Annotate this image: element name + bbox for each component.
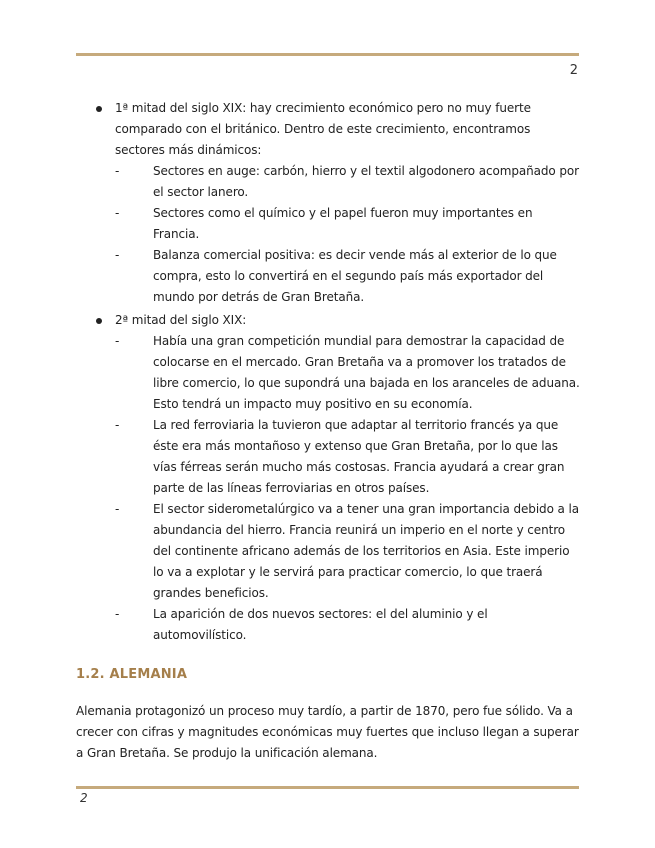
sub-item-text: Balanza comercial positiva: es decir vende más al exterior de lo que compra, esto lo convertirá en el segundo país más exportador del mundo por detrás de Gran Bretaña. — [153, 248, 557, 304]
section-title-alemania: 1.2. ALEMANIA — [76, 667, 188, 682]
sub-item — [115, 499, 581, 604]
dash-marker: - — [115, 502, 120, 516]
dash-marker: - — [115, 206, 120, 220]
bullet-second-half-19th-century — [96, 310, 581, 331]
sub-item — [115, 161, 581, 203]
sub-item — [115, 331, 581, 415]
page-number-top: 2 — [569, 63, 578, 78]
paragraph-alemania: Alemania protagonizó un proceso muy tardío, a partir de 1870, pero fue sólido. Va a crecer con cifras y magnitudes económicas muy fuertes que incluso llegan a superar a Gran Bretaña. Se produjo la unificación alemana. — [76, 704, 579, 760]
sub-item-text: Había una gran competición mundial para demostrar la capacidad de colocarse en el mercado. Gran Bretaña va a promover los tratados de libre comercio, lo que supondrá una bajada en los aranceles de aduana. Esto tendrá un impacto muy positivo en su economía. — [153, 334, 580, 411]
sub-item-text: La red ferroviaria la tuvieron que adaptar al territorio francés ya que éste era más montañoso y extenso que Gran Bretaña, por lo que las vías férreas serán mucho más costosas. Francia ayudará a crear gran parte de las líneas ferroviarias en otros países. — [153, 418, 565, 495]
bullet-first-half-19th-century — [96, 98, 581, 161]
bullet-block-second-half — [96, 310, 581, 646]
sub-list-first-half — [96, 161, 581, 308]
sub-item — [115, 415, 581, 499]
dash-marker: - — [115, 607, 120, 621]
sub-item — [115, 245, 581, 308]
footer-rule — [76, 786, 579, 789]
sub-item-text: Sectores en auge: carbón, hierro y el textil algodonero acompañado por el sector lanero. — [153, 164, 579, 199]
dash-marker: - — [115, 418, 120, 432]
sub-item — [115, 604, 581, 646]
bullet-dot — [96, 318, 102, 324]
sub-item-text: Sectores como el químico y el papel fueron muy importantes en Francia. — [153, 206, 533, 241]
dash-marker: - — [115, 334, 120, 348]
bullet-text: 2ª mitad del siglo XIX: — [115, 313, 247, 327]
sub-list-second-half — [96, 331, 581, 646]
sub-item-text: El sector siderometalúrgico va a tener una gran importancia debido a la abundancia del hierro. Francia reunirá un imperio en el norte y centro del continente africano además de los territorios en Asia. Este imperio lo va a explotar y le servirá para practicar comercio, lo que traerá grandes beneficios. — [153, 502, 579, 600]
sub-item — [115, 203, 581, 245]
bullet-dot — [96, 106, 102, 112]
dash-marker: - — [115, 164, 120, 178]
sub-item-text: La aparición de dos nuevos sectores: el del aluminio y el automovilístico. — [153, 607, 488, 642]
header-rule — [76, 53, 579, 56]
page-number-bottom: 2 — [80, 791, 88, 805]
bullet-text: 1ª mitad del siglo XIX: hay crecimiento económico pero no muy fuerte comparado con el británico. Dentro de este crecimiento, encontramos sectores más dinámicos: — [115, 101, 531, 157]
dash-marker: - — [115, 248, 120, 262]
bullet-block-first-half — [96, 98, 581, 308]
